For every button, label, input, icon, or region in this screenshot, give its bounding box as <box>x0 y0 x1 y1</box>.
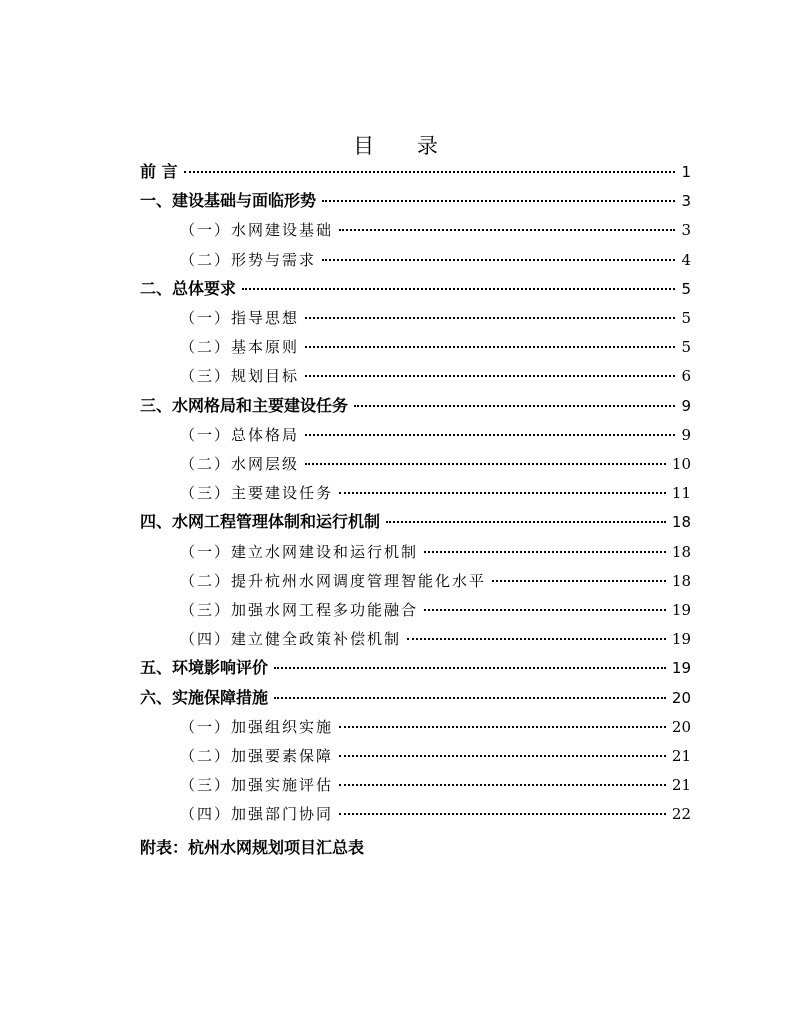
toc-dot-leader <box>354 405 675 407</box>
toc-entry-label: 三、水网格局和主要建设任务 <box>140 396 349 415</box>
toc-entry-label: （二）加强要素保障 <box>180 747 334 765</box>
toc-entry[interactable] <box>180 773 691 797</box>
toc-page-number: 22 <box>671 805 691 823</box>
toc-dot-leader <box>339 813 666 815</box>
toc-dot-leader <box>305 434 675 436</box>
toc-dot-leader <box>424 609 666 611</box>
toc-page-number: 19 <box>671 601 691 619</box>
toc-entry-label: （三）加强实施评估 <box>180 776 334 794</box>
toc-entry[interactable] <box>140 277 691 301</box>
toc-dot-leader <box>407 638 666 640</box>
toc-page-number: 18 <box>671 572 691 590</box>
toc-page-number: 10 <box>671 455 691 473</box>
toc-entry[interactable] <box>180 598 691 622</box>
toc-entry-label: 五、环境影响评价 <box>140 658 269 677</box>
toc-entry[interactable] <box>180 569 691 593</box>
toc-page-number: 11 <box>671 484 691 502</box>
toc-page-number: 5 <box>681 338 691 356</box>
toc-page-number: 21 <box>671 776 691 794</box>
toc-entry[interactable] <box>180 335 691 359</box>
toc-page-number: 5 <box>681 309 691 327</box>
toc-entry[interactable] <box>140 686 691 710</box>
toc-dot-leader <box>274 697 666 699</box>
toc-entry[interactable] <box>140 394 691 418</box>
toc-dot-leader <box>322 200 675 202</box>
toc-page-number: 20 <box>671 718 691 736</box>
toc-entry[interactable] <box>180 744 691 768</box>
toc-entry-label: 二、总体要求 <box>140 279 237 298</box>
toc-page-number: 21 <box>671 747 691 765</box>
toc-page-number: 4 <box>681 251 691 269</box>
toc-page-number: 9 <box>681 397 691 415</box>
toc-entry-label: （三）规划目标 <box>180 367 300 385</box>
toc-entry[interactable] <box>140 160 691 184</box>
toc-page-number: 1 <box>681 163 691 181</box>
toc-page-number: 19 <box>671 659 691 677</box>
toc-entry[interactable] <box>180 248 691 272</box>
toc-entry-label: （四）建立健全政策补偿机制 <box>180 630 402 648</box>
toc-entry-label: （一）水网建设基础 <box>180 221 334 239</box>
toc-title: 目 录 <box>353 134 456 158</box>
toc-entry[interactable] <box>140 656 691 680</box>
toc-entry-label: 四、水网工程管理体制和运行机制 <box>140 512 381 531</box>
toc-dot-leader <box>339 229 675 231</box>
toc-dot-leader <box>339 726 666 728</box>
toc-entry-label: 六、实施保障措施 <box>140 688 269 707</box>
toc-entry[interactable] <box>140 189 691 213</box>
toc-entry-label: （一）总体格局 <box>180 426 300 444</box>
toc-entry[interactable] <box>180 452 691 476</box>
toc-page-number: 5 <box>681 280 691 298</box>
toc-entry[interactable] <box>140 510 691 534</box>
toc-entry[interactable] <box>180 481 691 505</box>
toc-entry[interactable] <box>180 802 691 826</box>
toc-entry-label: （一）加强组织实施 <box>180 718 334 736</box>
toc-entry-label: （二）基本原则 <box>180 338 300 356</box>
toc-dot-leader <box>339 784 666 786</box>
toc-entry-label: （三）加强水网工程多功能融合 <box>180 601 419 619</box>
toc-dot-leader <box>492 580 666 582</box>
toc-entry[interactable] <box>180 364 691 388</box>
toc-dot-leader <box>424 551 666 553</box>
toc-appendix[interactable]: 附表：杭州水网规划项目汇总表 <box>140 838 365 857</box>
toc-page-number: 6 <box>681 367 691 385</box>
toc-dot-leader <box>339 755 666 757</box>
toc-entry-label: （一）建立水网建设和运行机制 <box>180 543 419 561</box>
toc-entry[interactable] <box>180 306 691 330</box>
toc-entry-label: （二）水网层级 <box>180 455 300 473</box>
toc-page-number: 18 <box>671 513 691 531</box>
toc-entry-label: （三）主要建设任务 <box>180 484 334 502</box>
toc-entry[interactable] <box>180 627 691 651</box>
toc-page-number: 20 <box>671 689 691 707</box>
toc-entry[interactable] <box>180 218 691 242</box>
toc-entry[interactable] <box>180 715 691 739</box>
toc-page-number: 9 <box>681 426 691 444</box>
toc-dot-leader <box>322 259 675 261</box>
toc-page-number: 18 <box>671 543 691 561</box>
toc-entry[interactable] <box>180 423 691 447</box>
toc-dot-leader <box>305 346 675 348</box>
toc-entry-label: （四）加强部门协同 <box>180 805 334 823</box>
toc-entry-label: （二）提升杭州水网调度管理智能化水平 <box>180 572 487 590</box>
toc-dot-leader <box>386 521 666 523</box>
toc-dot-leader <box>305 317 675 319</box>
toc-dot-leader <box>339 492 666 494</box>
toc-entry[interactable] <box>180 540 691 564</box>
toc-entry-label: （二）形势与需求 <box>180 251 317 269</box>
toc-entry-label: 一、建设基础与面临形势 <box>140 191 317 210</box>
toc-dot-leader <box>305 463 666 465</box>
toc-dot-leader <box>184 171 676 173</box>
toc-entry-label: （一）指导思想 <box>180 309 300 327</box>
toc-page-number: 3 <box>681 192 691 210</box>
toc-page-number: 19 <box>671 630 691 648</box>
toc-page-number: 3 <box>681 221 691 239</box>
toc-dot-leader <box>274 667 666 669</box>
toc-entry-label: 前 言 <box>140 162 178 181</box>
toc-dot-leader <box>305 375 675 377</box>
toc-dot-leader <box>242 288 675 290</box>
